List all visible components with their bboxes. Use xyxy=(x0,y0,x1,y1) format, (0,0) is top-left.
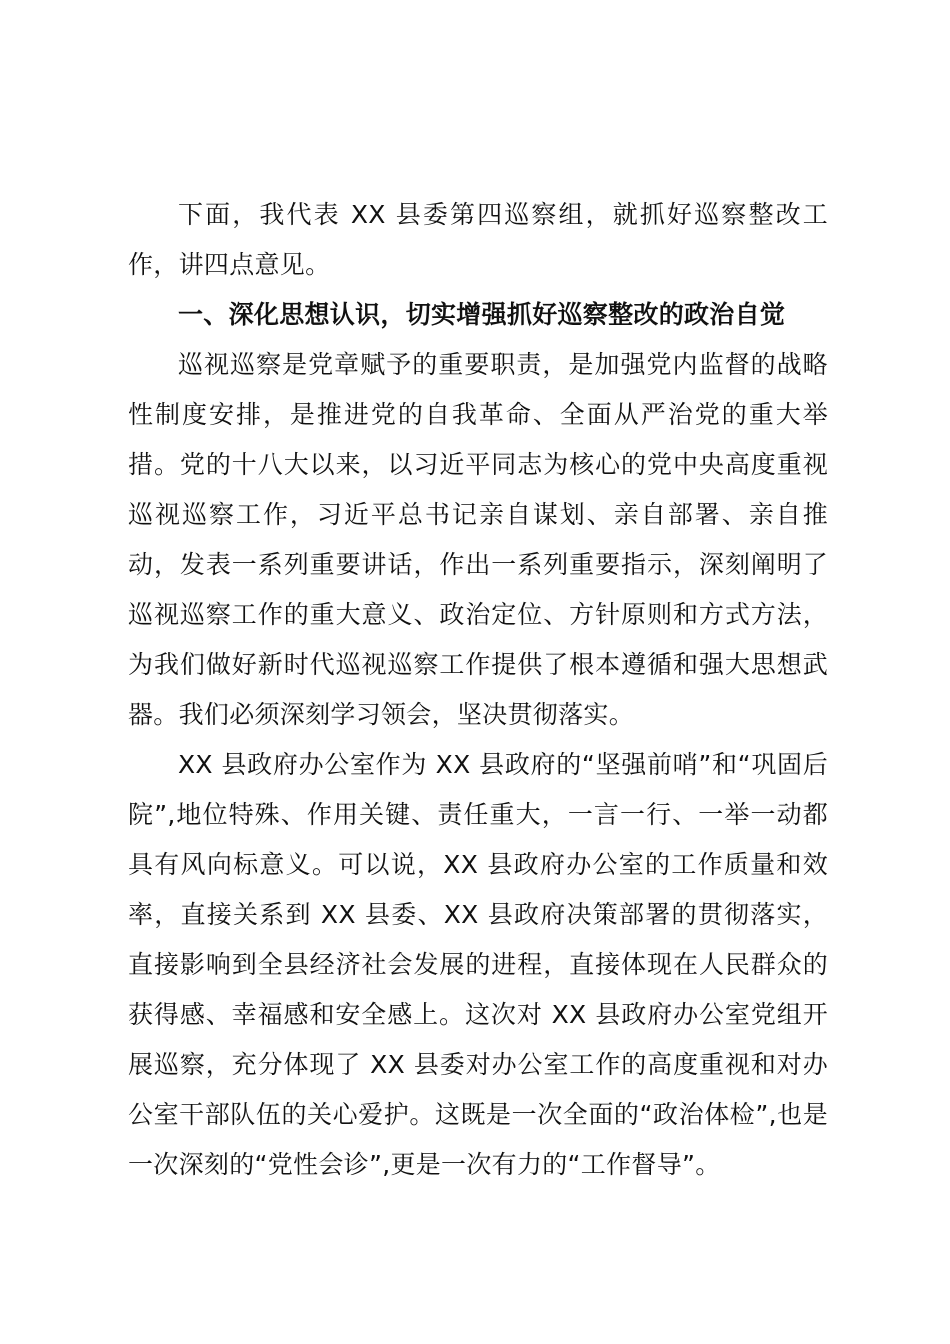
section-1-paragraph-2: XX 县政府办公室作为 XX 县政府的“坚强前哨”和“巩固后院”,地位特殊、作用关键、责任重大，一言一行、一举一动都具有风向标意义。可以说，XX 县政府办公室的工作质量和效率，直接关系到 XX 县委、XX 县政府决策部署的贯彻落实，直接影响到全县经济社会发展的进程，直接体现在人民群众的获得感、幸福感和安全感上。这次对 XX 县政府办公室党组开展巡察，充分体现了 XX 县委对办公室工作的高度重视和对办公室干部队伍的关心爱护。这既是一次全面的“政治体检”,也是一次深刻的“党性会诊”,更是一次有力的“工作督导”。 xyxy=(128,750,828,1179)
document-body xyxy=(128,190,828,1190)
intro-paragraph: 下面，我代表 XX 县委第四巡察组，就抓好巡察整改工作，讲四点意见。 xyxy=(128,200,828,279)
section-1-paragraph-1: 巡视巡察是党章赋予的重要职责，是加强党内监督的战略性制度安排，是推进党的自我革命、全面从严治党的重大举措。党的十八大以来，以习近平同志为核心的党中央高度重视巡视巡察工作，习近平总书记亲自谋划、亲自部署、亲自推动，发表一系列重要讲话，作出一系列重要指示，深刻阐明了巡视巡察工作的重大意义、政治定位、方针原则和方式方法，为我们做好新时代巡视巡察工作提供了根本遵循和强大思想武器。我们必须深刻学习领会，坚决贯彻落实。 xyxy=(128,350,828,729)
section-heading-1: 一、深化思想认识，切实增强抓好巡察整改的政治自觉 xyxy=(178,300,786,329)
